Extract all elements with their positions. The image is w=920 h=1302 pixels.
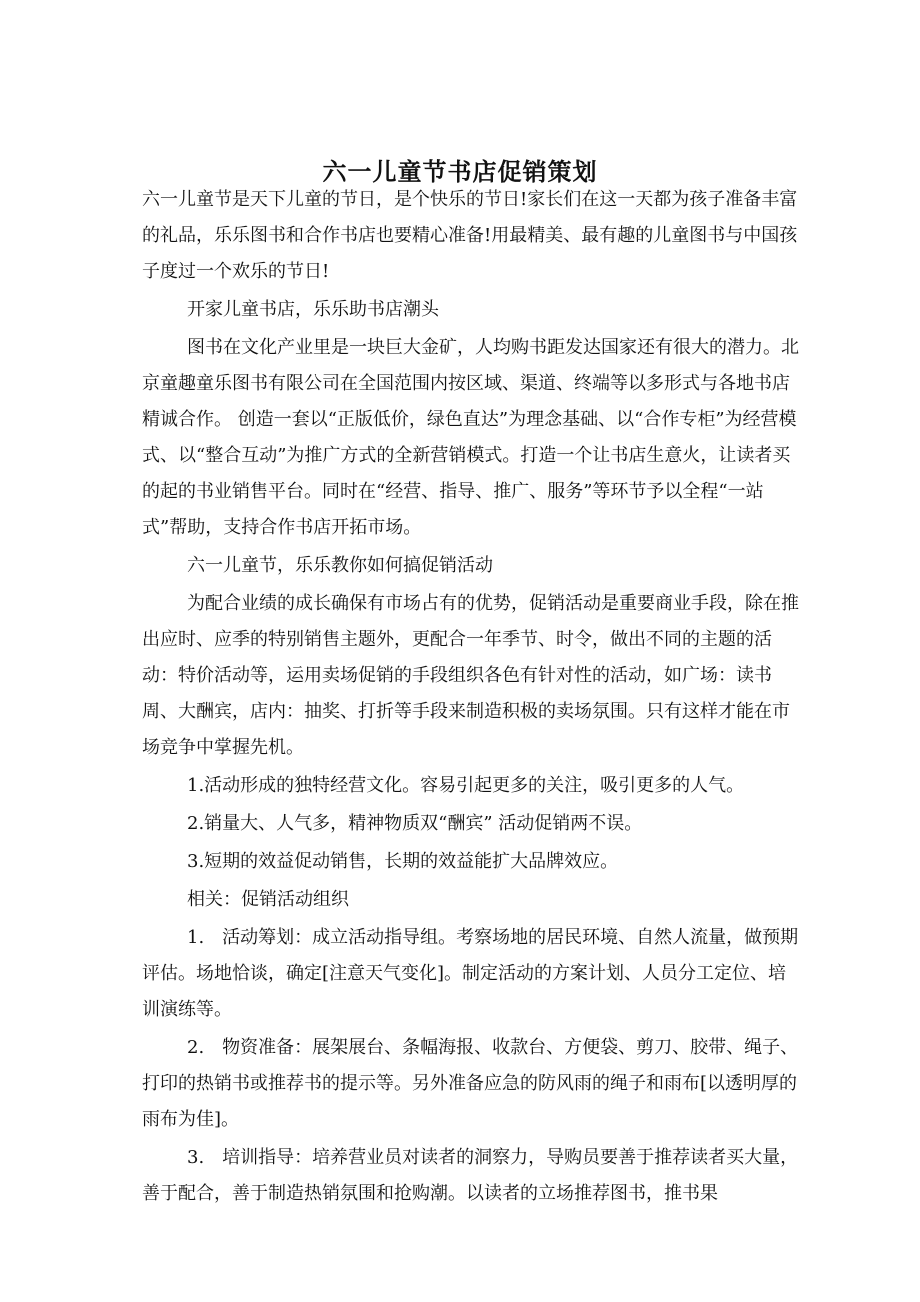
- benefit-item-3: 3.短期的效益促动销售，长期的效益能扩大品牌效应。: [187, 851, 619, 872]
- document-body: [142, 182, 802, 1212]
- benefit-item-2: 2.销量大、人气多，精神物质双“酬宾” 活动促销两不误。: [187, 813, 643, 834]
- section-heading-related: 相关：促销活动组织: [187, 889, 349, 910]
- step-item-2: 2. 物资准备：展架展台、条幅海报、收款台、方便袋、剪刀、胶带、绳子、打印的热销书或推荐书的提示等。另外准备应急的防风雨的绳子和雨布[以透明厚的雨布为佳]。: [142, 1037, 799, 1130]
- intro-paragraph: 六一儿童节是天下儿童的节日，是个快乐的节日!家长们在这一天都为孩子准备丰富的礼品，乐乐图书和合作书店也要精心准备!用最精美、最有趣的儿童图书与中国孩子度过一个欢乐的节日!: [142, 189, 798, 282]
- section-heading-open-store: 开家儿童书店，乐乐助书店潮头: [187, 299, 439, 320]
- potential-paragraph: 图书在文化产业里是一块巨大金矿，人均购书距发达国家还有很大的潜力。北京童趣童乐图书有限公司在全国范围内按区域、渠道、终端等以多形式与各地书店精诚合作。 创造一套以“正版低价，绿色直达”为理念基础、以“合作专柜”为经营模式、以“整合互动”为推广方式的全新营销模式。打造一个让书店生意火，让读者买的起的书业销售平台。同时在“经营、指导、推广、服务”等环节予以全程“一站式”帮助，支持合作书店开拓市场。: [142, 337, 799, 538]
- step-item-1: 1. 活动筹划：成立活动指导组。考察场地的居民环境、自然人流量，做预期评估。场地恰谈，确定[注意天气变化]。制定活动的方案计划、人员分工定位、培训演练等。: [142, 927, 799, 1020]
- benefit-item-1: 1.活动形成的独特经营文化。容易引起更多的关注，吸引更多的人气。: [187, 775, 745, 796]
- section-heading-how-to: 六一儿童节，乐乐教你如何搞促销活动: [187, 555, 493, 576]
- step-item-3: 3. 培训指导：培养营业员对读者的洞察力，导购员要善于推荐读者买大量，善于配合，善于制造热销氛围和抢购潮。以读者的立场推荐图书，推书果: [142, 1147, 799, 1204]
- document-title: 六一儿童节书店促销策划: [322, 157, 598, 187]
- promotion-paragraph: 为配合业绩的成长确保有市场占有的优势，促销活动是重要商业手段，除在推出应时、应季的特别销售主题外，更配合一年季节、时令，做出不同的主题的活动：特价活动等，运用卖场促销的手段组织各色有针对性的活动，如广场：读书周、大酬宾，店内：抽奖、打折等手段来制造积极的卖场氛围。只有这样才能在市场竞争中掌握先机。: [142, 593, 799, 758]
